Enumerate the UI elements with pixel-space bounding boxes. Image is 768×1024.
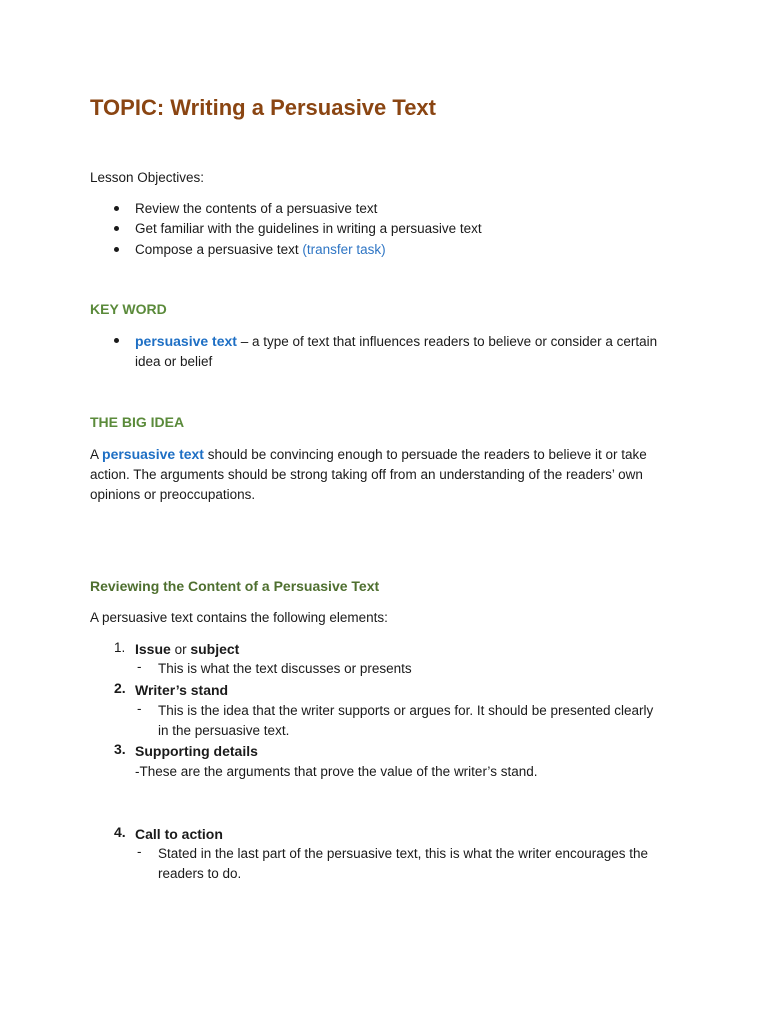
element-cta-desc-line2: readers to do. [158,866,242,881]
element-stand-title: Writer’s stand [135,682,229,698]
keyword-definition-line2: idea or belief [135,354,213,369]
item-number: 4. [114,824,126,840]
dash-marker: - [137,844,142,859]
objective-item-1: Review the contents of a persuasive text [135,201,378,216]
item-number: 3. [114,741,126,757]
big-idea-heading: THE BIG IDEA [90,414,185,430]
objectives-label: Lesson Objectives: [90,170,205,185]
objective-item-3 [135,240,386,261]
bullet-icon [114,206,119,211]
objective-item-2: Get familiar with the guidelines in writing a persuasive text [135,221,482,236]
or-label: or [170,642,191,657]
page-title: TOPIC: Writing a Persuasive Text [90,95,436,120]
element-details-desc: -These are the arguments that prove the value of the writer’s stand. [135,764,538,779]
big-idea-line1 [90,444,647,466]
bullet-icon [114,247,119,252]
big-idea-line3: opinions or preoccupations. [90,487,256,502]
element-issue-title [135,639,239,661]
review-heading: Reviewing the Content of a Persuasive Text [90,578,380,594]
big-idea-line1-rest: should be convincing enough to persuade the readers to believe it or take [203,447,647,462]
item-number: 1. [114,640,126,655]
big-idea-prefix: A [90,447,103,462]
bullet-icon [114,338,119,343]
keyword-term: persuasive text [135,333,237,349]
transfer-task-note: (transfer task) [302,242,386,257]
review-intro: A persuasive text contains the following elements: [90,610,388,625]
dash-marker: - [137,659,142,674]
big-idea-term: persuasive text [102,446,204,462]
element-stand-desc-line1: This is the idea that the writer supports or argues for. It should be presented clearly [158,703,654,718]
element-issue-desc: This is what the text discusses or presents [158,661,412,676]
keyword-definition-line1 [135,331,657,353]
element-cta-desc-line1: Stated in the last part of the persuasive text, this is what the writer encourages the [158,846,649,861]
element-cta-title: Call to action [135,826,223,842]
item-number: 2. [114,680,126,696]
objective-item-3-text: Compose a persuasive text [135,242,299,257]
subject-label: subject [190,641,240,657]
element-stand-desc-line2: in the persuasive text. [158,723,290,738]
keyword-heading: KEY WORD [90,301,167,317]
element-details-title: Supporting details [135,743,258,759]
big-idea-line2: action. The arguments should be strong taking off from an understanding of the readers’ own [90,467,643,482]
issue-label: Issue [135,641,171,657]
bullet-icon [114,226,119,231]
keyword-definition-text: – a type of text that influences readers to believe or consider a certain [236,334,658,349]
dash-marker: - [137,701,142,716]
